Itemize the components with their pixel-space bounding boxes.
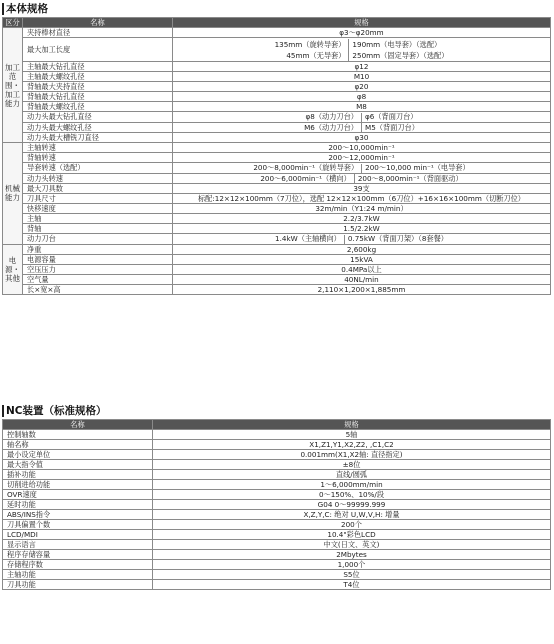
- spec-value: 32m/min（Y1:24 m/min）: [173, 204, 551, 214]
- nc-row: [3, 580, 551, 590]
- spec-row: [3, 234, 551, 245]
- category-cell: 电源・其他: [3, 244, 23, 294]
- nc-value: ±8位: [153, 460, 551, 470]
- spec-row: [3, 254, 551, 264]
- spec-row: [3, 62, 551, 72]
- nc-value: 10.4"彩色LCD: [153, 530, 551, 540]
- nc-row: [3, 500, 551, 510]
- header-name: 名称: [23, 18, 173, 28]
- spec-name: 空气量: [23, 274, 173, 284]
- split-line: 135mm（旋转导套）: [274, 39, 346, 49]
- category-cell: 加工范围・加工能力: [3, 28, 23, 143]
- spec-name: 背轴: [23, 224, 173, 234]
- value-part: φ8（动力刀台）: [305, 112, 358, 121]
- nc-name: 插补功能: [3, 470, 153, 480]
- nc-row: [3, 440, 551, 450]
- spec-value: φ3～φ20mm: [173, 28, 551, 38]
- value-part: 0.75kW（背面刀架）（8套餐）: [347, 234, 448, 243]
- spec-name: 最大加工长度: [23, 38, 173, 62]
- spec-row: [3, 204, 551, 214]
- title-bar-decoration: [2, 405, 4, 417]
- header-category: 区分: [3, 18, 23, 28]
- spec-row: [3, 244, 551, 254]
- section1-title-text: 本体规格: [6, 3, 48, 15]
- spec-row: [3, 92, 551, 102]
- header-spec: 规格: [153, 420, 551, 430]
- spec-row: [3, 214, 551, 224]
- spec-row: [3, 133, 551, 143]
- spec-name: 背轴最大钻孔直径: [23, 92, 173, 102]
- spec-name: 主轴转速: [23, 143, 173, 153]
- nc-value: 中文(日文、英文): [153, 540, 551, 550]
- spec-row: [3, 72, 551, 82]
- spec-value: [173, 122, 551, 133]
- split-line: 250mm（固定导套）（选配）: [352, 50, 449, 60]
- spec-row: [3, 153, 551, 163]
- spec-name: 背轴转速: [23, 153, 173, 163]
- nc-row: [3, 470, 551, 480]
- spec-value: 0.4MPa以上: [173, 264, 551, 274]
- header-name: 名称: [3, 420, 153, 430]
- nc-value: 0.001mm(X1,X2轴: 直径指定): [153, 450, 551, 460]
- nc-value: X1,Z1,Y1,X2,Z2, ,C1,C2: [153, 440, 551, 450]
- spec-row: [3, 264, 551, 274]
- spec-name: 主轴: [23, 214, 173, 224]
- value-separator: [354, 174, 355, 183]
- spec-value: 200～12,000min⁻¹: [173, 153, 551, 163]
- spec-row: [3, 122, 551, 133]
- nc-name: 主轴功能: [3, 570, 153, 580]
- value-separator: [361, 164, 362, 173]
- value-separator: [344, 235, 345, 244]
- value-separator: [361, 123, 362, 132]
- spec-row: [3, 163, 551, 174]
- section-title-body-spec: [2, 2, 48, 16]
- nc-row: [3, 430, 551, 440]
- split-left: [275, 39, 350, 61]
- nc-name: 显示语言: [3, 540, 153, 550]
- spec-name: 动力头最大钻孔直径: [23, 112, 173, 123]
- value-part: 200～6,000min⁻¹（横向）: [260, 173, 351, 183]
- nc-row: [3, 530, 551, 540]
- split-line: 190mm（电导套）（选配）: [352, 39, 442, 49]
- value-part: 200～10,000 min⁻¹（电导套）: [365, 163, 470, 172]
- body-spec-table: [2, 17, 551, 295]
- spec-name: 刀具尺寸: [23, 194, 173, 204]
- nc-name: 存储程序数: [3, 560, 153, 570]
- spec-row: [3, 284, 551, 294]
- spec-value: M8: [173, 102, 551, 112]
- nc-row: [3, 570, 551, 580]
- spec-row: [3, 28, 551, 38]
- nc-value: 5轴: [153, 430, 551, 440]
- spec-name: 快移速度: [23, 204, 173, 214]
- spec-name: 长×宽×高: [23, 284, 173, 294]
- value-part: 200～8,000min⁻¹（旋转导套）: [253, 163, 359, 172]
- nc-value: 0～150%、10%/段: [153, 490, 551, 500]
- nc-name: 刀具功能: [3, 580, 153, 590]
- spec-value: 2.2/3.7kW: [173, 214, 551, 224]
- nc-value: X,Z,Y,C: 绝对 U,W,V,H: 增量: [153, 510, 551, 520]
- spec-value: M10: [173, 72, 551, 82]
- nc-value: S5位: [153, 570, 551, 580]
- nc-row: [3, 490, 551, 500]
- spec-row: [3, 38, 551, 62]
- nc-name: 控制轴数: [3, 430, 153, 440]
- spec-name: 空压压力: [23, 264, 173, 274]
- nc-value: 2Mbytes: [153, 550, 551, 560]
- nc-name: 最大指令值: [3, 460, 153, 470]
- value-separator: [361, 113, 362, 122]
- spec-value: [173, 112, 551, 123]
- spec-value: φ8: [173, 92, 551, 102]
- nc-row: [3, 540, 551, 550]
- spec-value: [173, 234, 551, 245]
- value-part: φ6（背面刀台）: [365, 112, 418, 121]
- spec-name: 背轴最大螺纹孔径: [23, 102, 173, 112]
- section2-title-text: NC装置（标准规格）: [6, 405, 107, 417]
- value-part: M6（动力刀台）: [304, 122, 358, 132]
- nc-name: 刀具偏置个数: [3, 520, 153, 530]
- spec-value: 200～10,000min⁻¹: [173, 143, 551, 153]
- nc-name: 程序存储容量: [3, 550, 153, 560]
- nc-row: [3, 550, 551, 560]
- spec-value: 标配:12×12×100mm（7刀位），选配 12×12×100mm（6刀位）+16×16×100mm（切断刀位）: [173, 194, 551, 204]
- nc-name: ABS/INS指令: [3, 510, 153, 520]
- nc-name: 切削进给功能: [3, 480, 153, 490]
- nc-value: G04 0～99999.999: [153, 500, 551, 510]
- nc-row: [3, 520, 551, 530]
- spec-name: 动力刀台: [23, 234, 173, 245]
- spec-name: 夹持棒材直径: [23, 28, 173, 38]
- spec-name: 主轴最大螺纹孔径: [23, 72, 173, 82]
- split-line: 45mm（无导套）: [286, 50, 346, 60]
- nc-value: 直线/圆弧: [153, 470, 551, 480]
- spec-row: [3, 143, 551, 153]
- value-part: 200～8,000min⁻¹（背面驱动）: [357, 173, 463, 183]
- nc-name: 轴名称: [3, 440, 153, 450]
- header-spec: 规格: [173, 18, 551, 28]
- spec-value: φ12: [173, 62, 551, 72]
- spec-row: [3, 173, 551, 184]
- nc-name: OVR速度: [3, 490, 153, 500]
- spec-row: [3, 184, 551, 194]
- spec-name: 电源容量: [23, 254, 173, 264]
- nc-row: [3, 460, 551, 470]
- spec-name: 背轴最大夹持直径: [23, 82, 173, 92]
- nc-value: 1～6,000mm/min: [153, 480, 551, 490]
- nc-row: [3, 450, 551, 460]
- spec-value: 1.5/2.2kW: [173, 224, 551, 234]
- spec-row: [3, 102, 551, 112]
- value-part: 1.4kW（主轴横向）: [275, 234, 341, 243]
- spec-name: 最大刀具数: [23, 184, 173, 194]
- spec-value: 15kVA: [173, 254, 551, 264]
- spec-row: [3, 112, 551, 123]
- spec-row: [3, 224, 551, 234]
- nc-value: 1,000个: [153, 560, 551, 570]
- nc-name: LCD/MDI: [3, 530, 153, 540]
- spec-name: 动力头转速: [23, 173, 173, 184]
- nc-row: [3, 560, 551, 570]
- title-bar-decoration: [2, 3, 4, 15]
- spec-name: 净重: [23, 244, 173, 254]
- category-cell: 机械能力: [3, 143, 23, 245]
- spec-row: [3, 274, 551, 284]
- nc-spec-table: [2, 419, 551, 590]
- spec-value: [173, 38, 551, 62]
- spec-value: φ30: [173, 133, 551, 143]
- nc-row: [3, 510, 551, 520]
- nc-row: [3, 480, 551, 490]
- spec-value: 39支: [173, 184, 551, 194]
- spec-value: 2,600kg: [173, 244, 551, 254]
- spec-value: 40NL/min: [173, 274, 551, 284]
- spec-row: [3, 82, 551, 92]
- spec-value: 2,110×1,200×1,885mm: [173, 284, 551, 294]
- split-right: [349, 39, 448, 61]
- spec-name: 导套转速（选配）: [23, 163, 173, 174]
- spec-row: [3, 194, 551, 204]
- value-part: M5（背面刀台）: [365, 122, 419, 132]
- section-title-nc-spec: [2, 404, 107, 418]
- spec-name: 主轴最大钻孔直径: [23, 62, 173, 72]
- spec-value: [173, 163, 551, 174]
- spec-value: φ20: [173, 82, 551, 92]
- nc-value: 200个: [153, 520, 551, 530]
- nc-name: 延时功能: [3, 500, 153, 510]
- nc-name: 最小设定单位: [3, 450, 153, 460]
- nc-value: T4位: [153, 580, 551, 590]
- spec-name: 动力头最大螺纹孔径: [23, 122, 173, 133]
- spec-value: [173, 173, 551, 184]
- spec-name: 动力头最大槽铣刀直径: [23, 133, 173, 143]
- split-value: [175, 38, 548, 61]
